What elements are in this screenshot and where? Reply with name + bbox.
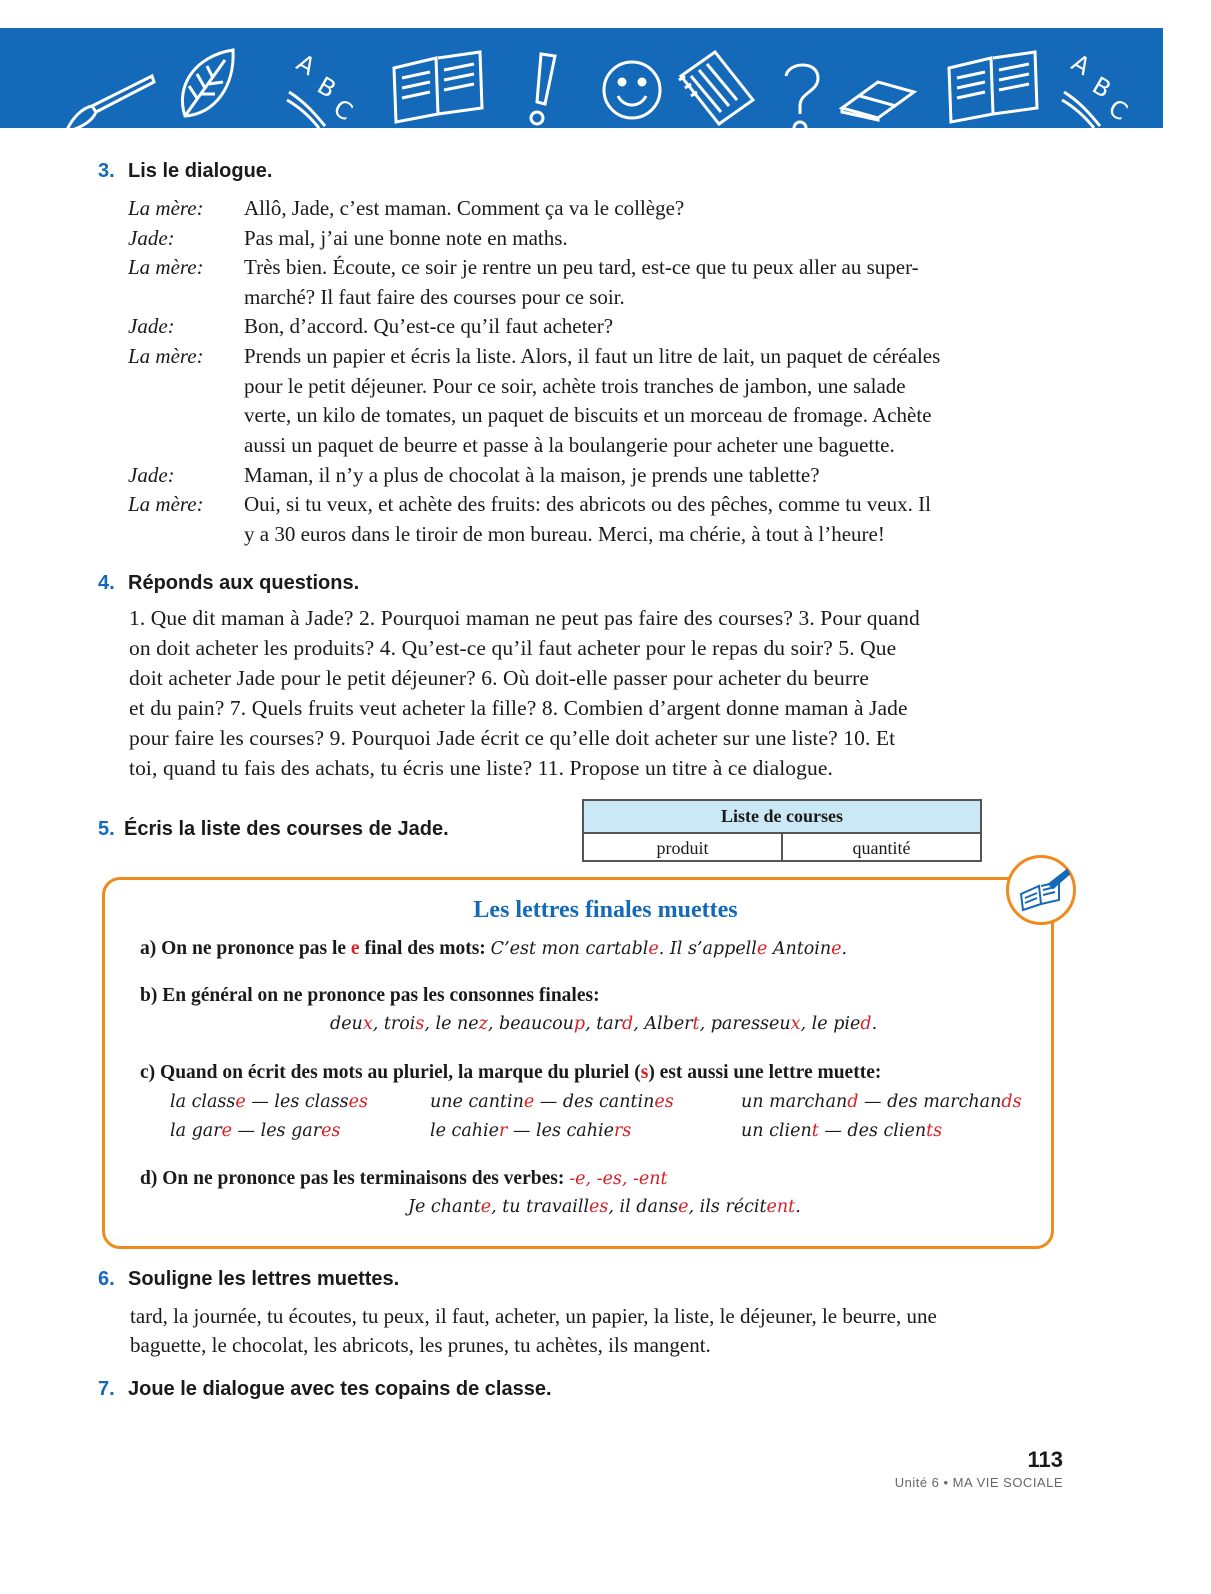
eraser-icon [838, 72, 918, 122]
question-line: pour faire les courses? 9. Pourquoi Jade écrit ce qu’elle doit acheter sur une liste? 10. Et [129, 726, 896, 750]
speaker: Jade: [128, 226, 175, 250]
rule-c: c) Quand on écrit des mots au pluriel, la marque du pluriel (s) est aussi une lettre muette: [140, 1062, 882, 1083]
dialogue-line: pour le petit déjeuner. Pour ce soir, achète trois tranches de jambon, une salade [244, 374, 906, 398]
open-book-icon [945, 48, 1041, 124]
svg-text:A: A [291, 48, 321, 82]
plural-example: la gare — les gares [170, 1121, 341, 1141]
unit-label: Unité 6 • MA VIE SOCIALE [894, 1475, 1063, 1490]
rule-a-text-end: final des mots: [359, 938, 491, 959]
exercise-7-title: Joue le dialogue avec tes copains de classe. [128, 1378, 552, 1400]
word-list-line: tard, la journée, tu écoutes, tu peux, il faut, acheter, un papier, la liste, le déjeuner, le beurre, une [130, 1304, 937, 1328]
rule-d-examples: Je chante, tu travailles, il danse, ils récitent. [408, 1197, 801, 1217]
plural-example: un marchand — des marchands [741, 1092, 1022, 1112]
exercise-5-number: 5. [98, 818, 115, 840]
speaker: La mère: [128, 196, 204, 220]
exercise-5-title: Écris la liste des courses de Jade. [124, 818, 449, 840]
exercise-4-title: Réponds aux questions. [128, 572, 360, 594]
dialogue-line: Très bien. Écoute, ce soir je rentre un peu tard, est-ce que tu peux aller au super- [244, 255, 919, 279]
word-list-line: baguette, le chocolat, les abricots, les prunes, tu achètes, ils mangent. [130, 1333, 711, 1357]
dialogue-line: Allô, Jade, c’est maman. Comment ça va le collège? [244, 196, 685, 220]
exercise-3-number: 3. [98, 160, 115, 182]
table-title: Liste de courses [584, 801, 980, 834]
leaf-icon [175, 46, 239, 126]
plural-example: la classe — les classes [170, 1092, 369, 1112]
plural-example: un client — des clients [741, 1121, 943, 1141]
exercise-7-number: 7. [98, 1378, 115, 1400]
rule-a-text: a) On ne prononce pas le [140, 938, 351, 959]
exercise-3-title: Lis le dialogue. [128, 160, 273, 182]
rule-b-examples: deux, trois, le nez, beaucoup, tard, Albert, paresseux, le pied. [330, 1014, 878, 1034]
speaker: Jade: [128, 314, 175, 338]
svg-text:C: C [1103, 93, 1133, 127]
question-line: doit acheter Jade pour le petit déjeuner? 6. Où doit-elle passer pour acheter du beurre [129, 666, 869, 690]
plural-example: le cahier — les cahiers [430, 1121, 632, 1141]
speaker: Jade: [128, 463, 175, 487]
column-header-quantity: quantité [852, 838, 911, 858]
dialogue-line: Prends un papier et écris la liste. Alors, il faut un litre de lait, un paquet de céréales [244, 344, 941, 368]
open-book-icon [390, 48, 486, 124]
svg-text:A: A [1066, 48, 1096, 82]
dialogue-line: Bon, d’accord. Qu’est-ce qu’il faut acheter? [244, 314, 614, 338]
header-banner [0, 28, 1163, 128]
question-line: et du pain? 7. Quels fruits veut acheter la fille? 8. Combien d’argent donne maman à Jade [129, 696, 908, 720]
page-number: 113 [1027, 1447, 1063, 1472]
exercise-6-number: 6. [98, 1268, 115, 1290]
rule-a-letter: e [350, 938, 360, 959]
dialogue-line: Pas mal, j’ai une bonne note en maths. [244, 226, 568, 250]
question-line: on doit acheter les produits? 4. Qu’est-ce qu’il faut acheter pour le repas du soir? 5. Que [129, 636, 897, 660]
exclamation-icon [525, 50, 561, 130]
table-header-row [584, 834, 980, 862]
question-line: 1. Que dit maman à Jade? 2. Pourquoi maman ne peut pas faire des courses? 3. Pour quand [129, 606, 920, 630]
brush-icon [62, 66, 158, 138]
smiley-icon [600, 58, 664, 122]
dialogue-line: marché? Il faut faire des courses pour ce soir. [244, 285, 625, 309]
question-icon [778, 56, 826, 140]
dialogue-line: verte, un kilo de tomates, un paquet de biscuits et un morceau de fromage. Achète [244, 403, 932, 427]
dialogue-line: Maman, il n’y a plus de chocolat à la maison, je prends une tablette? [244, 463, 820, 487]
abc-icon [285, 42, 365, 128]
dialogue-line: Oui, si tu veux, et achète des fruits: des abricots ou des pêches, comme tu veux. Il [244, 492, 931, 516]
plural-example: une cantine — des cantines [430, 1092, 674, 1112]
rule-d: d) On ne prononce pas les terminaisons des verbes: -e, -es, -ent [140, 1168, 668, 1189]
svg-text:B: B [312, 71, 341, 104]
rule-b: b) En général on ne prononce pas les consonnes finales: [140, 985, 600, 1006]
verb-endings: -e, -es, -ent [569, 1169, 668, 1189]
dialogue-line: y a 30 euros dans le tiroir de mon bureau. Merci, ma chérie, à tout à l’heure! [244, 522, 885, 546]
exercise-6-title: Souligne les lettres muettes. [128, 1268, 400, 1290]
dialogue-line: aussi un paquet de beurre et passe à la boulangerie pour acheter une baguette. [244, 433, 895, 457]
notebook-icon [675, 46, 759, 130]
rule-box-title: Les lettres finales muettes [473, 897, 738, 923]
question-line: toi, quand tu fais des achats, tu écris une liste? 11. Propose un titre à ce dialogue. [129, 756, 833, 780]
speaker: La mère: [128, 255, 204, 279]
abc-icon [1060, 42, 1140, 128]
rule-a-example: C’est mon cartable. Il s’appelle Antoine. [490, 939, 848, 959]
speaker: La mère: [128, 492, 204, 516]
rule-c-letter: s [640, 1062, 649, 1083]
shopping-list-table [582, 799, 982, 862]
rule-a [140, 938, 847, 960]
column-header-product: produit [584, 834, 783, 862]
speaker: La mère: [128, 344, 204, 368]
svg-text:B: B [1087, 71, 1116, 104]
svg-text:C: C [328, 93, 358, 127]
exercise-4-number: 4. [98, 572, 115, 594]
